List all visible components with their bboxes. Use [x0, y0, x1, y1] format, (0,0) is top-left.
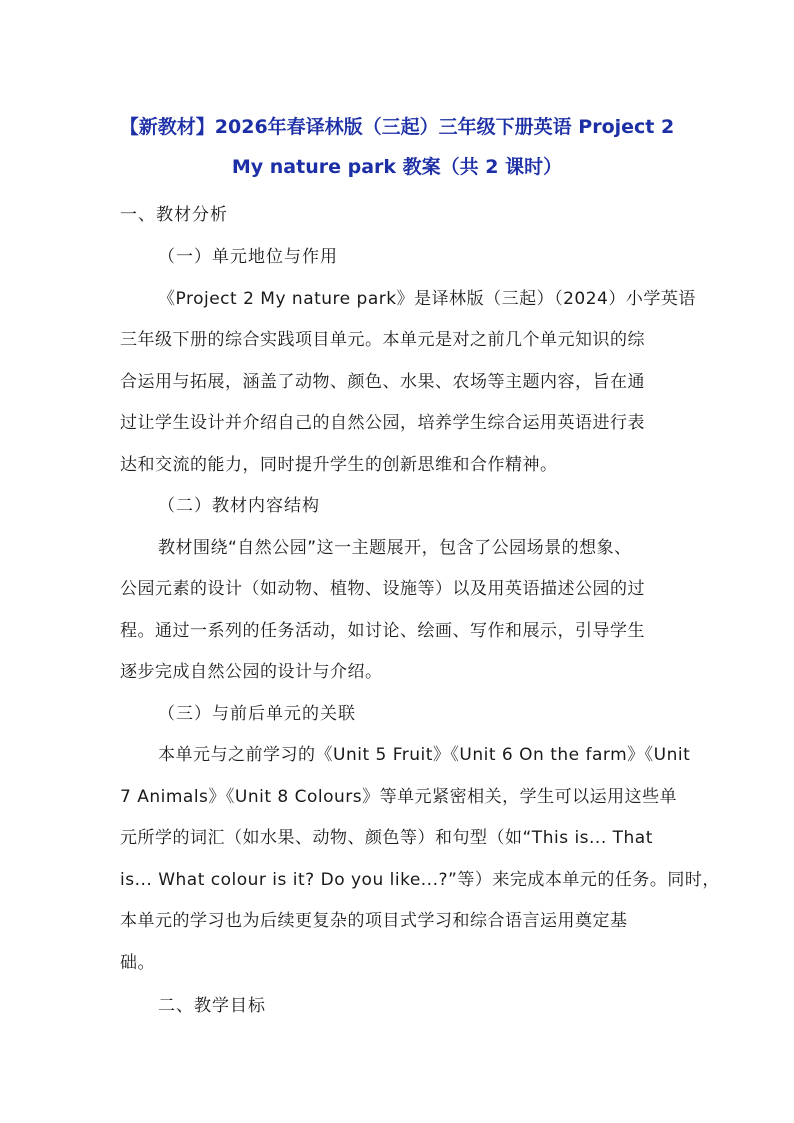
paragraph-line: 本单元的学习也为后续更复杂的项目式学习和综合语言运用奠定基 — [120, 911, 628, 931]
paragraph-line: 三年级下册的综合实践项目单元。本单元是对之前几个单元知识的综 — [120, 330, 645, 350]
paragraph-line: 达和交流的能力，同时提升学生的创新思维和合作精神。 — [120, 455, 558, 475]
paragraph-line: 公园元素的设计（如动物、植物、设施等）以及用英语描述公园的过 — [120, 579, 645, 599]
paragraph-line: is... What colour is it? Do you like...?”等）来完成本单元的任务。同时， — [120, 870, 720, 890]
paragraph-line: 本单元与之前学习的《Unit 5 Fruit》《Unit 6 On the farm》《Unit — [158, 745, 691, 765]
paragraph-line: 7 Animals》《Unit 8 Colours》等单元紧密相关，学生可以运用这些单 — [120, 787, 678, 807]
paragraph-line: 逐步完成自然公园的设计与介绍。 — [120, 662, 383, 682]
paragraph-line: 教材围绕“自然公园”这一主题展开，包含了公园场景的想象、 — [158, 538, 632, 558]
section-heading-textbook-analysis: 一、教材分析 — [120, 205, 228, 225]
paragraph-line: 础。 — [120, 953, 155, 973]
paragraph-line: 元所学的词汇（如水果、动物、颜色等）和句型（如“This is... That — [120, 828, 653, 848]
document-title-line-2: My nature park 教案（共 2 课时） — [231, 156, 563, 178]
paragraph-line: 过让学生设计并介绍自己的自然公园，培养学生综合运用英语进行表 — [120, 413, 645, 433]
paragraph-line: 程。通过一系列的任务活动，如讨论、绘画、写作和展示，引导学生 — [120, 621, 645, 641]
subsection-heading-content-structure: （二）教材内容结构 — [158, 496, 320, 516]
paragraph-line: 《Project 2 My nature park》是译林版（三起）（2024）小学英语 — [158, 289, 696, 309]
subsection-heading-unit-role: （一）单元地位与作用 — [158, 247, 338, 267]
section-heading-teaching-objectives: 二、教学目标 — [158, 996, 266, 1016]
subsection-heading-unit-connections: （三）与前后单元的关联 — [158, 704, 356, 724]
paragraph-line: 合运用与拓展，涵盖了动物、颜色、水果、农场等主题内容，旨在通 — [120, 372, 645, 392]
document-title-line-1: 【新教材】2026年春译林版（三起）三年级下册英语 Project 2 — [119, 116, 675, 138]
